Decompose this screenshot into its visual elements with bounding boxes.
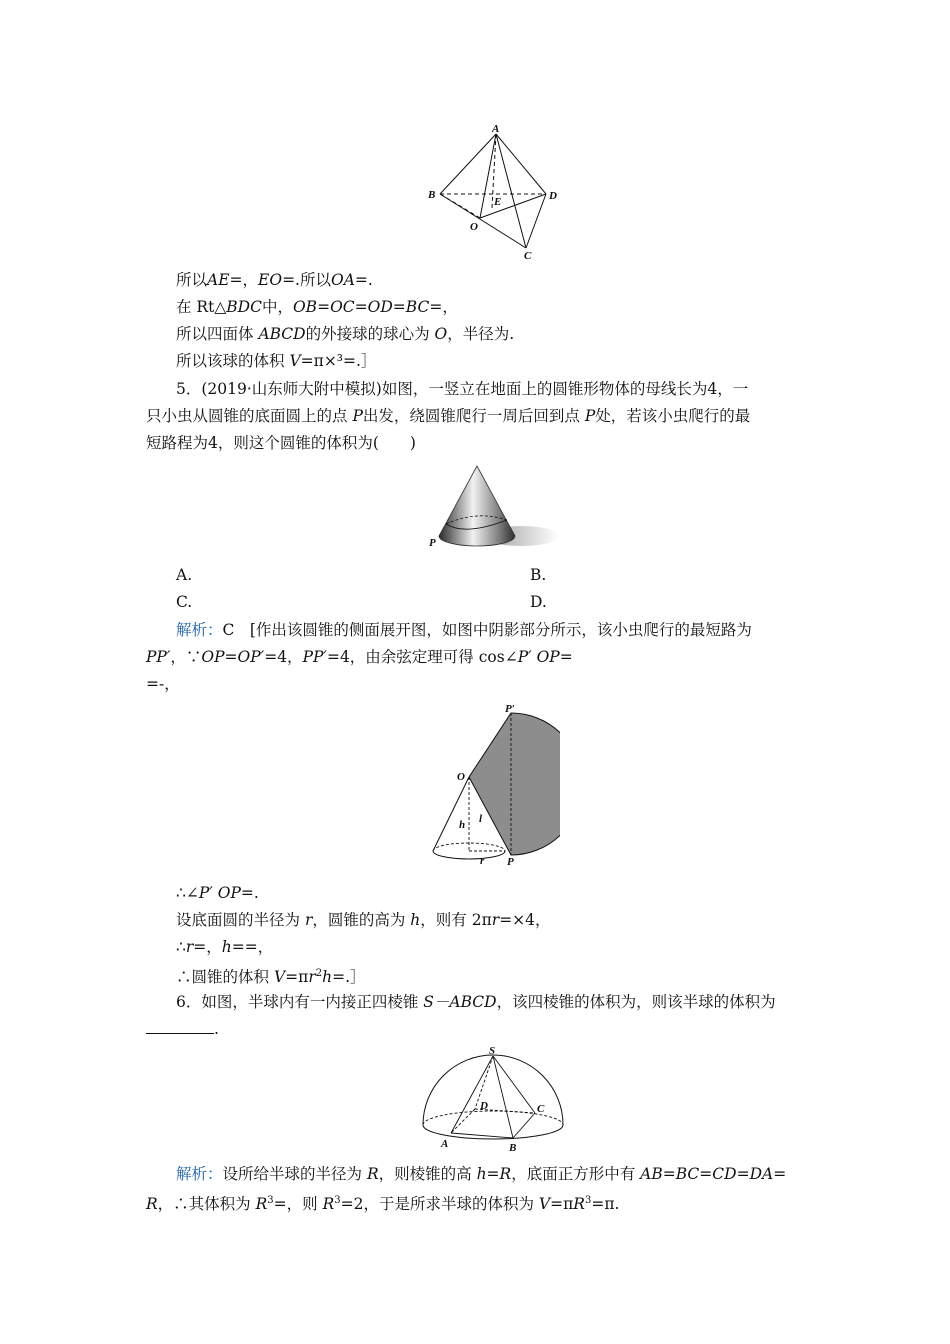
cone-development-figure: [425, 700, 560, 870]
answer-blank[interactable]: [146, 1019, 214, 1034]
sol4-line-4: 所以该球的体积 V=π×³=.］: [176, 352, 377, 370]
label-D: D: [480, 1100, 488, 1112]
label-O: O: [457, 771, 465, 783]
option-A[interactable]: A.: [176, 566, 193, 584]
option-D[interactable]: D.: [530, 593, 547, 611]
q6-line-2: .: [146, 1019, 219, 1039]
sol5-line-7: ∴圆锥的体积 $V=\pi r^2h=.]$: [176, 968, 366, 987]
hemisphere-figure: [415, 1043, 570, 1153]
label-P-prime: P′: [505, 703, 515, 715]
sol4-line-1: 所以AE=，EO=.所以OA=.: [176, 271, 373, 289]
label-E: E: [494, 196, 502, 208]
option-C[interactable]: C.: [176, 593, 193, 611]
label-l: l: [479, 813, 483, 825]
cone-figure: [425, 462, 560, 554]
label-P: P: [507, 856, 514, 868]
sol5-line-5: 设底面圆的半径为 r，圆锥的高为 h，则有 2πr=×4，: [176, 911, 551, 929]
label-D: D: [549, 190, 557, 202]
label-A: A: [441, 1138, 449, 1150]
sol5-line-3: =-，: [146, 675, 180, 693]
sol6-line-2: R，∴其体积为 $R^3=$，则 $R^3=2$，于是所求半球的体积为 $V=\pi R^3=\pi$.: [146, 1195, 620, 1214]
sol4-line-3: 所以四面体 ABCD的外接球的球心为 O，半径为.: [176, 325, 515, 343]
sol5-line-4: ∴∠P′ OP=.: [176, 884, 259, 902]
label-S: S: [489, 1045, 496, 1057]
tetrahedron-figure: [420, 120, 570, 265]
label-B: B: [428, 189, 436, 201]
q5-line-1: 5．(2019·山东师大附中模拟)如图，一竖立在地面上的圆锥形物体的母线长为4，一: [176, 380, 749, 398]
label-B: B: [509, 1142, 517, 1153]
label-A: A: [492, 123, 500, 135]
label-C: C: [524, 250, 532, 262]
sol5-line-1: 解析：C [作出该圆锥的侧面展开图，如图中阴影部分所示，该小虫爬行的最短路为: [176, 621, 752, 639]
label-r: r: [480, 855, 485, 867]
sol5-line-2: PP′，∵OP=OP′=4，PP′=4，由余弦定理可得 cos∠P′ OP=: [146, 648, 573, 666]
solution-tag: 解析：: [176, 1165, 223, 1183]
label-O: O: [470, 221, 478, 233]
label-h: h: [459, 819, 466, 831]
solution-tag: 解析：: [176, 621, 223, 639]
label-C: C: [537, 1103, 545, 1115]
sol6-line-1: 解析：设所给半球的半径为 R，则棱锥的高 h=R，底面正方形中有 AB=BC=CD=DA=: [176, 1165, 787, 1183]
sol4-line-2: 在 Rt△BDC中，OB=OC=OD=BC=，: [176, 298, 458, 316]
label-P: P: [429, 537, 436, 549]
sol5-line-6: ∴r=，h==，: [176, 938, 274, 956]
q5-line-2: 只小虫从圆锥的底面圆上的点 P出发，绕圆锥爬行一周后回到点 P处，若该小虫爬行的最: [146, 407, 751, 425]
q5-line-3: 短路程为4，则这个圆锥的体积为( ): [146, 434, 416, 452]
q6-line-1: 6．如图，半球内有一内接正四棱锥 S－ABCD，该四棱锥的体积为，则该半球的体积为: [176, 993, 776, 1011]
option-B[interactable]: B.: [530, 566, 547, 584]
